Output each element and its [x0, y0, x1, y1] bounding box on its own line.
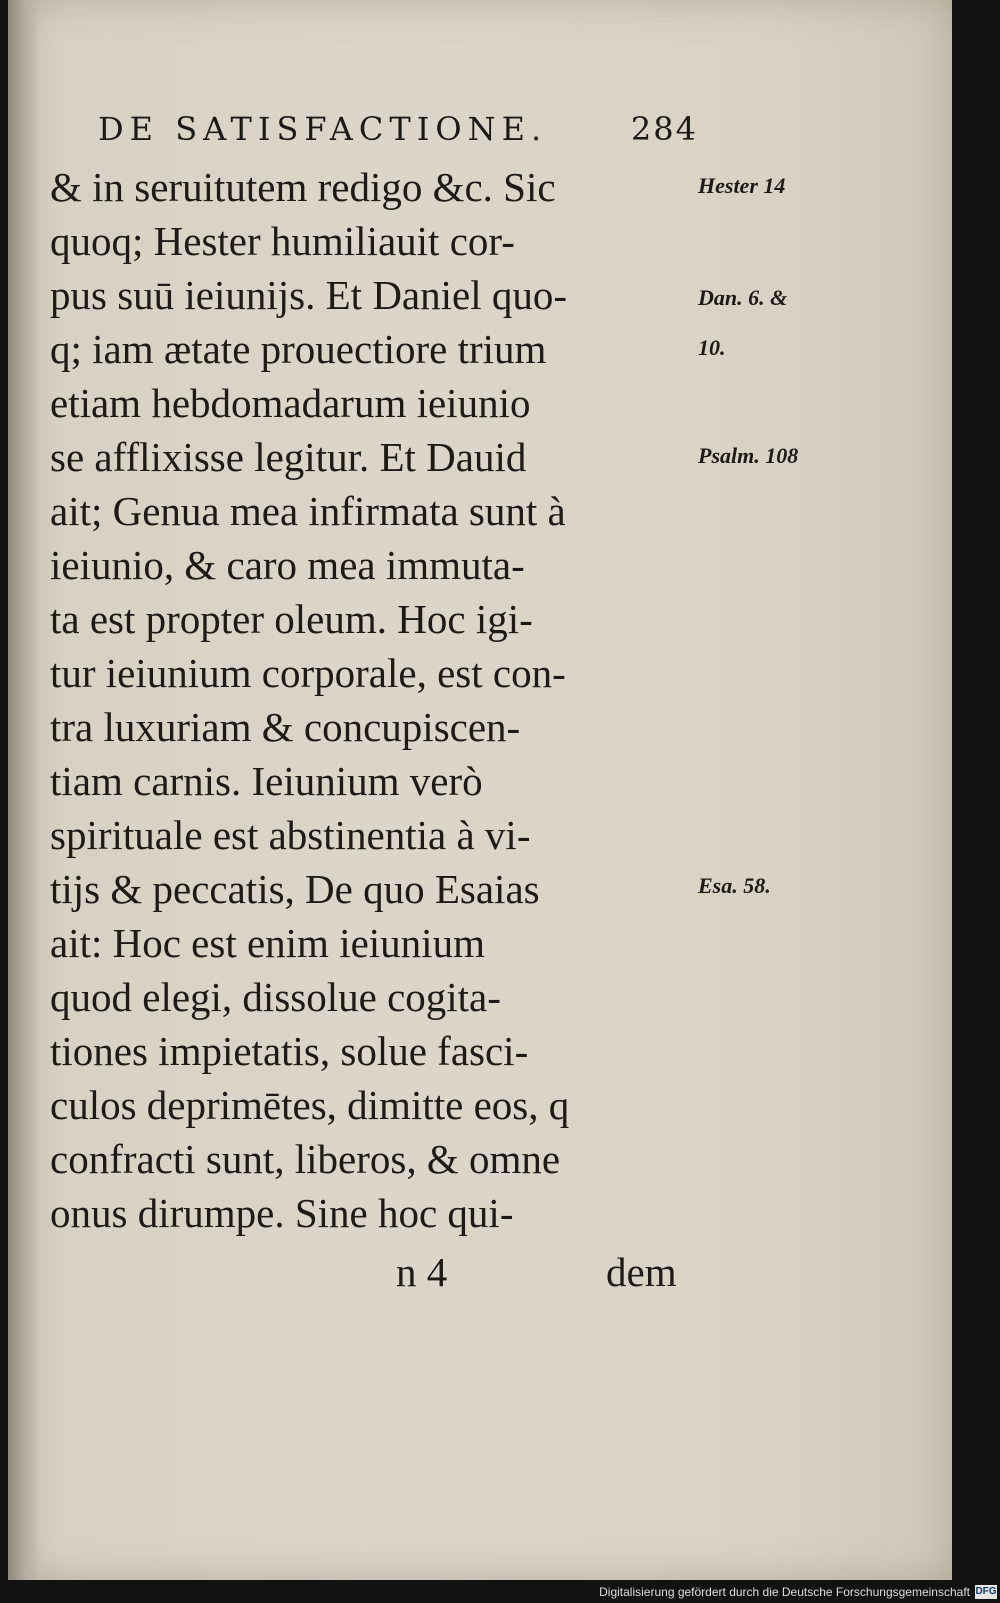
- text-line: & in seruitutem redigo &c. Sic: [50, 164, 556, 210]
- text-line: onus dirumpe. Sine hoc qui-: [50, 1190, 514, 1236]
- running-header: [98, 110, 698, 154]
- page-spine-shadow: [8, 0, 40, 1580]
- margin-note: Hester 14: [698, 173, 786, 198]
- text-line: tiones impietatis, solue fasci-: [50, 1028, 529, 1074]
- margin-note: Psalm. 108: [698, 443, 799, 468]
- catchword: dem: [606, 1249, 677, 1295]
- signature-mark: n 4: [396, 1249, 448, 1295]
- dfg-logo: DFG: [975, 1586, 997, 1597]
- text-line: tra luxuriam & concupiscen-: [50, 704, 521, 750]
- page-number: 284: [630, 110, 698, 148]
- text-line: pus suū ieiunijs. Et Daniel quo-: [50, 272, 568, 318]
- text-line: se afflixisse legitur. Et Dauid: [50, 434, 527, 480]
- text-line: q; iam ætate prouectiore trium: [50, 326, 547, 372]
- digitization-credit: Digitalisierung gefördert durch die Deutsche Forschungsgemeinschaft: [599, 1585, 970, 1599]
- text-line: tur ieiunium corporale, est con-: [50, 650, 566, 696]
- text-line: confracti sunt, liberos, & omne: [50, 1136, 561, 1182]
- text-line: tijs & peccatis, De quo Esaias: [50, 866, 540, 912]
- text-line: ta est propter oleum. Hoc igi-: [50, 596, 533, 642]
- margin-note: Esa. 58.: [698, 873, 771, 898]
- text-line: quoq; Hester humiliauit cor-: [50, 218, 515, 264]
- text-line: culos deprimētes, dimitte eos, q: [50, 1082, 570, 1128]
- margin-note: Dan. 6. &: [698, 285, 788, 310]
- book-page: [8, 0, 952, 1580]
- text-line: tiam carnis. Ieiunium verò: [50, 758, 483, 804]
- text-line: ieiunio, & caro mea immuta-: [50, 542, 525, 588]
- header-title: DE SATISFACTIONE.: [98, 110, 548, 148]
- margin-note: 10.: [698, 335, 726, 360]
- text-line: spirituale est abstinentia à vi-: [50, 812, 531, 858]
- text-line: ait: Hoc est enim ieiunium: [50, 920, 485, 966]
- text-line: quod elegi, dissolue cogita-: [50, 974, 501, 1020]
- text-line: etiam hebdomadarum ieiunio: [50, 380, 531, 426]
- text-line: ait; Genua mea infirmata sunt à: [50, 488, 566, 534]
